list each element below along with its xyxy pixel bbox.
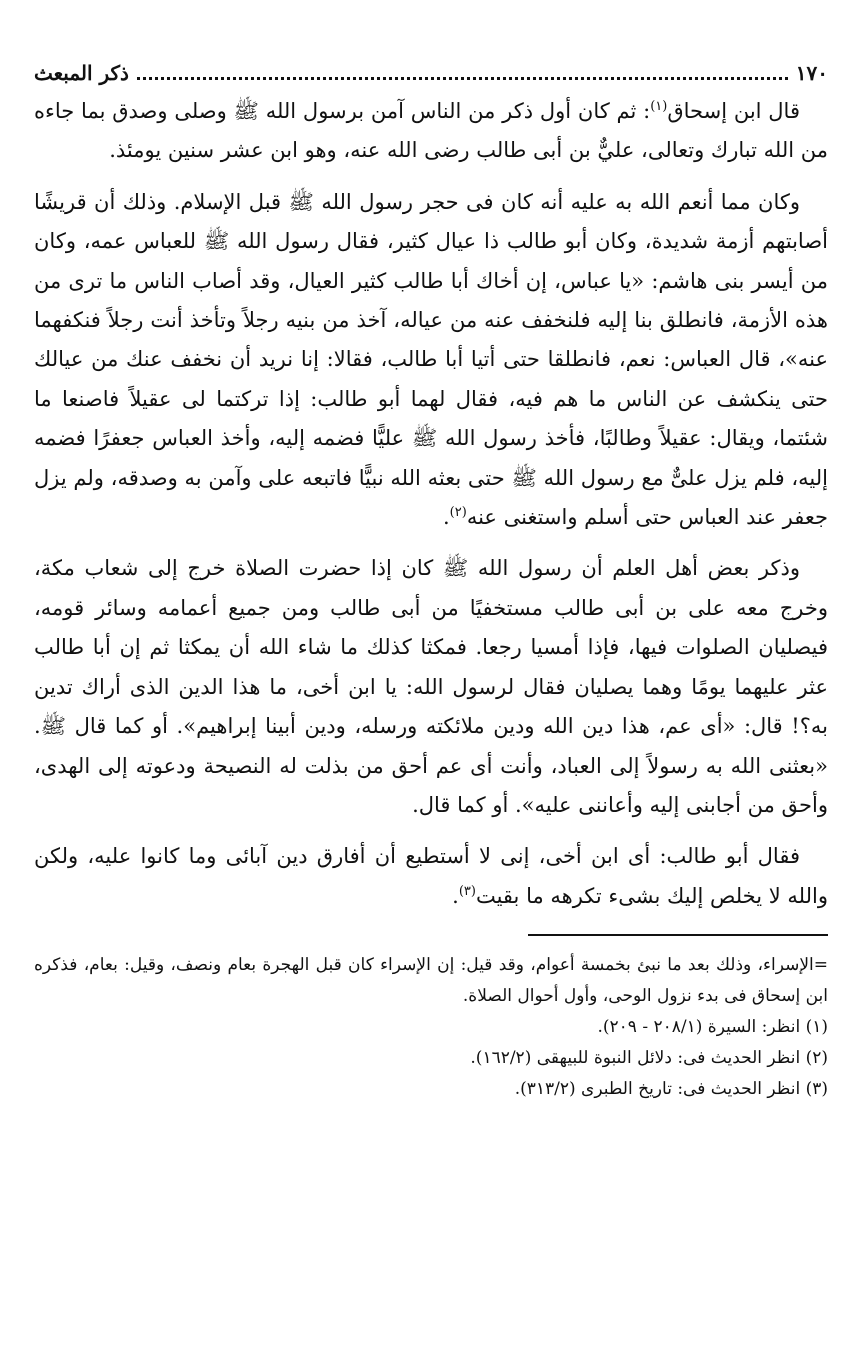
paragraph-4: فقال أبو طالب: أى ابن أخى، إنى لا أستطيع أن أفارق دين آبائى وما كانوا عليه، ولكن والله لا يخلص إليك بشىء تكرهه ما بقيت$^{(٣)}$. bbox=[34, 844, 828, 908]
footnotes bbox=[34, 950, 828, 1105]
footnote-2: (٢) انظر الحديث فى: دلائل النبوة للبيهقى (١٦٢/٢). bbox=[470, 1048, 828, 1069]
footnote-ref-3[interactable]: (٣) bbox=[458, 883, 476, 899]
footnote-ref-2[interactable]: (٢) bbox=[449, 505, 467, 521]
footnote-3: (٣) انظر الحديث فى: تاريخ الطبرى (٣١٣/٢). bbox=[514, 1079, 828, 1100]
footnote-continuation: =الإسراء، وذلك بعد ما نبئ بخمسة أعوام، وقد قيل: إن الإسراء كان قبل الهجرة بعام ونصف، وقيل: بعام، فذكره ابن إسحاق فى بدء نزول الوحى، وأول أحوال الصلاة. bbox=[34, 955, 828, 1007]
footnote-divider bbox=[528, 934, 828, 936]
leader-dots bbox=[137, 63, 788, 80]
page-header bbox=[34, 58, 828, 88]
paragraph-1: قال ابن إسحاق$^{(١)}$: ثم كان أول ذكر من الناس آمن برسول الله ﷺ وصلى وصدق بما جاءه من الله تبارك وتعالى، عليٌّ بن أبى طالب رضى الله عنه، وهو ابن عشر سنين يومئذ. bbox=[34, 99, 828, 163]
footnote-ref-1[interactable]: (١) bbox=[650, 99, 668, 114]
main-text bbox=[34, 92, 828, 916]
footnote-1: (١) انظر: السيرة (٢٠٨/١ - ٢٠٩). bbox=[597, 1017, 828, 1038]
running-title: ذكر المبعث bbox=[34, 61, 129, 85]
page-number: ١٧٠ bbox=[795, 61, 828, 85]
paragraph-2: وكان مما أنعم الله به عليه أنه كان فى حجر رسول الله ﷺ قبل الإسلام. وذلك أن قريشًا أصابتهم أزمة شديدة، وكان أبو طالب ذا عيال كثير، فقال رسول الله ﷺ للعباس عمه، وكان من أيسر بنى هاشم: «يا عباس، إن أخاك أبا طالب كثير العيال، وقد أصاب الناس ما ترى من هذه الأزمة، فانطلق بنا إليه فلنخفف عنه من عياله، آخذ من بنيه رجلاً وتأخذ أنت رجلاً فنكفهما عنه»، قال العباس: نعم، فانطلقا حتى أتيا أبا طالب، فقالا: إنا نريد أن نخفف عنك من عيالك حتى ينكشف عن الناس ما هم فيه، فقال لهما أبو طالب: إذا تركتما لى عقيلاً فاصنعا ما شئتما، ويقال: عقيلاً وطالبًا، فأخذ رسول الله ﷺ عليًّا فضمه إليه، وأخذ العباس جعفرًا فضمه إليه، فلم يزل علىٌّ مع رسول الله ﷺ حتى بعثه الله نبيًّا فاتبعه على وآمن به وصدقه، ولم يزل جعفر عند العباس حتى أسلم واستغنى عنه$^{(٢)}$. bbox=[34, 189, 828, 530]
paragraph-3: وذكر بعض أهل العلم أن رسول الله ﷺ كان إذا حضرت الصلاة خرج إلى شعاب مكة، وخرج معه على بن أبى طالب مستخفيًا من أبى طالب ومن جميع أعمامه وسائر قومه، فيصليان الصلوات فيها، فإذا أمسيا رجعا. فمكثا كذلك ما شاء الله أن يمكثا ثم إن أبا طالب عثر عليهما يومًا وهما يصليان فقال لرسول الله: يا ابن أخى، ما هذا الدين الذى أراك تدين به؟! قال: «أى عم، هذا دين الله ودين ملائكته ورسله، ودين أبينا إبراهيم». أو كما قال ﷺ. «بعثنى الله به رسولاً إلى العباد، وأنت أى عم أحق من بذلت له النصيحة ودعوته إلى الهدى، وأحق من أجابنى إليه وأعاننى عليه». أو كما قال. bbox=[34, 556, 828, 817]
book-page bbox=[34, 58, 828, 1105]
